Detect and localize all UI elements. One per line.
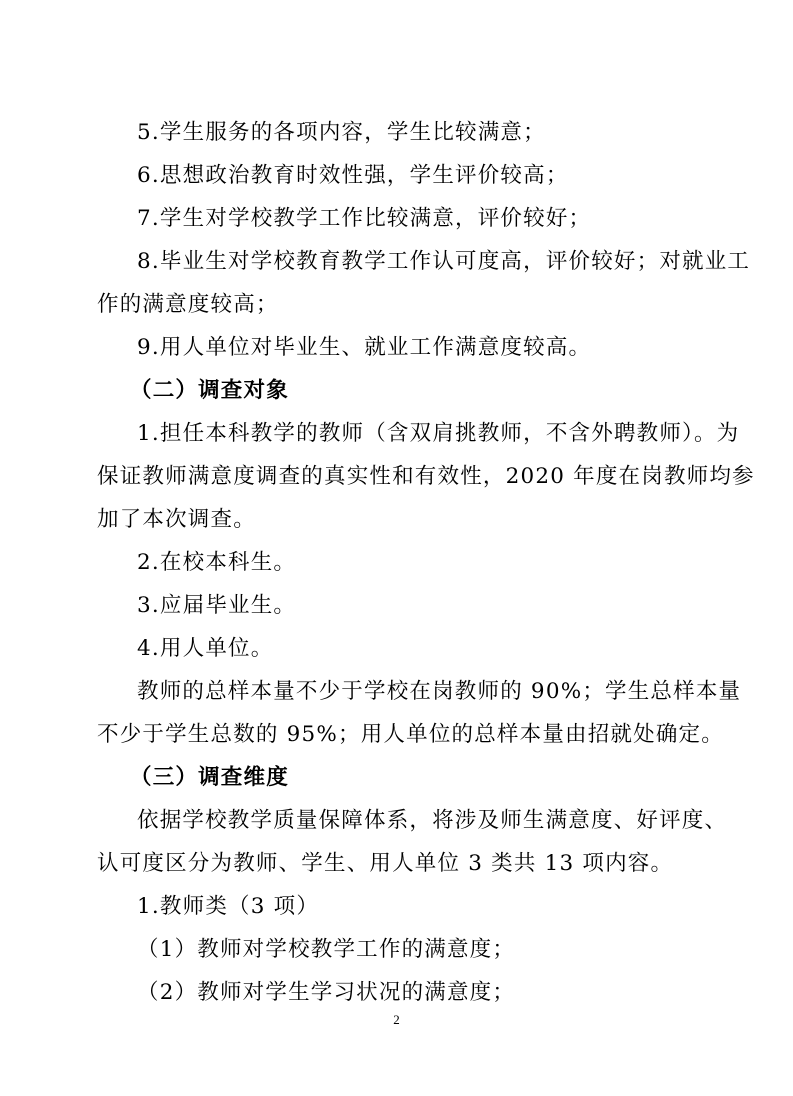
paragraph-line-sample-size: 教师的总样本量不少于学校在岗教师的 90%；学生总样本量 [137, 679, 742, 704]
paragraph-line-item-7: 7.学生对学校教学工作比较满意，评价较好； [137, 206, 592, 231]
paragraph-line-subject-4: 4.用人单位。 [137, 636, 274, 661]
paragraph-line-subject-2: 2.在校本科生。 [137, 550, 297, 575]
page-number: 2 [393, 1012, 400, 1027]
paragraph-line-subject-1-continued: 保证教师满意度调查的真实性和有效性，2020 年度在岗教师均参 [97, 464, 755, 489]
paragraph-line-item-8-continued: 作的满意度较高； [97, 292, 279, 317]
section-heading-survey-subjects: （二）调查对象 [130, 378, 289, 403]
paragraph-line-teacher-item-2: （2）教师对学生学习状况的满意度； [137, 980, 516, 1005]
paragraph-line-teacher-item-1: （1）教师对学校教学工作的满意度； [137, 937, 516, 962]
paragraph-line-item-9: 9.用人单位对毕业生、就业工作满意度较高。 [137, 335, 592, 360]
paragraph-line-dimensions: 依据学校教学质量保障体系，将涉及师生满意度、好评度、 [137, 808, 728, 833]
paragraph-line-item-8: 8.毕业生对学校教育教学工作认可度高，评价较好；对就业工 [137, 249, 751, 274]
section-heading-survey-dimensions: （三）调查维度 [130, 765, 289, 790]
paragraph-line-subject-1: 1.担任本科教学的教师（含双肩挑教师，不含外聘教师）。为 [137, 421, 740, 446]
paragraph-line-item-5: 5.学生服务的各项内容，学生比较满意； [137, 120, 546, 145]
paragraph-line-subject-3: 3.应届毕业生。 [137, 593, 297, 618]
paragraph-line-subject-1-end: 加了本次调查。 [97, 507, 256, 532]
paragraph-line-dimensions-continued: 认可度区分为教师、学生、用人单位 3 类共 13 项内容。 [97, 851, 674, 876]
paragraph-line-sample-size-continued: 不少于学生总数的 95%；用人单位的总样本量由招就处确定。 [97, 722, 724, 747]
paragraph-line-teacher-category: 1.教师类（3 项） [137, 894, 320, 919]
paragraph-line-item-6: 6.思想政治教育时效性强，学生评价较高； [137, 163, 569, 188]
